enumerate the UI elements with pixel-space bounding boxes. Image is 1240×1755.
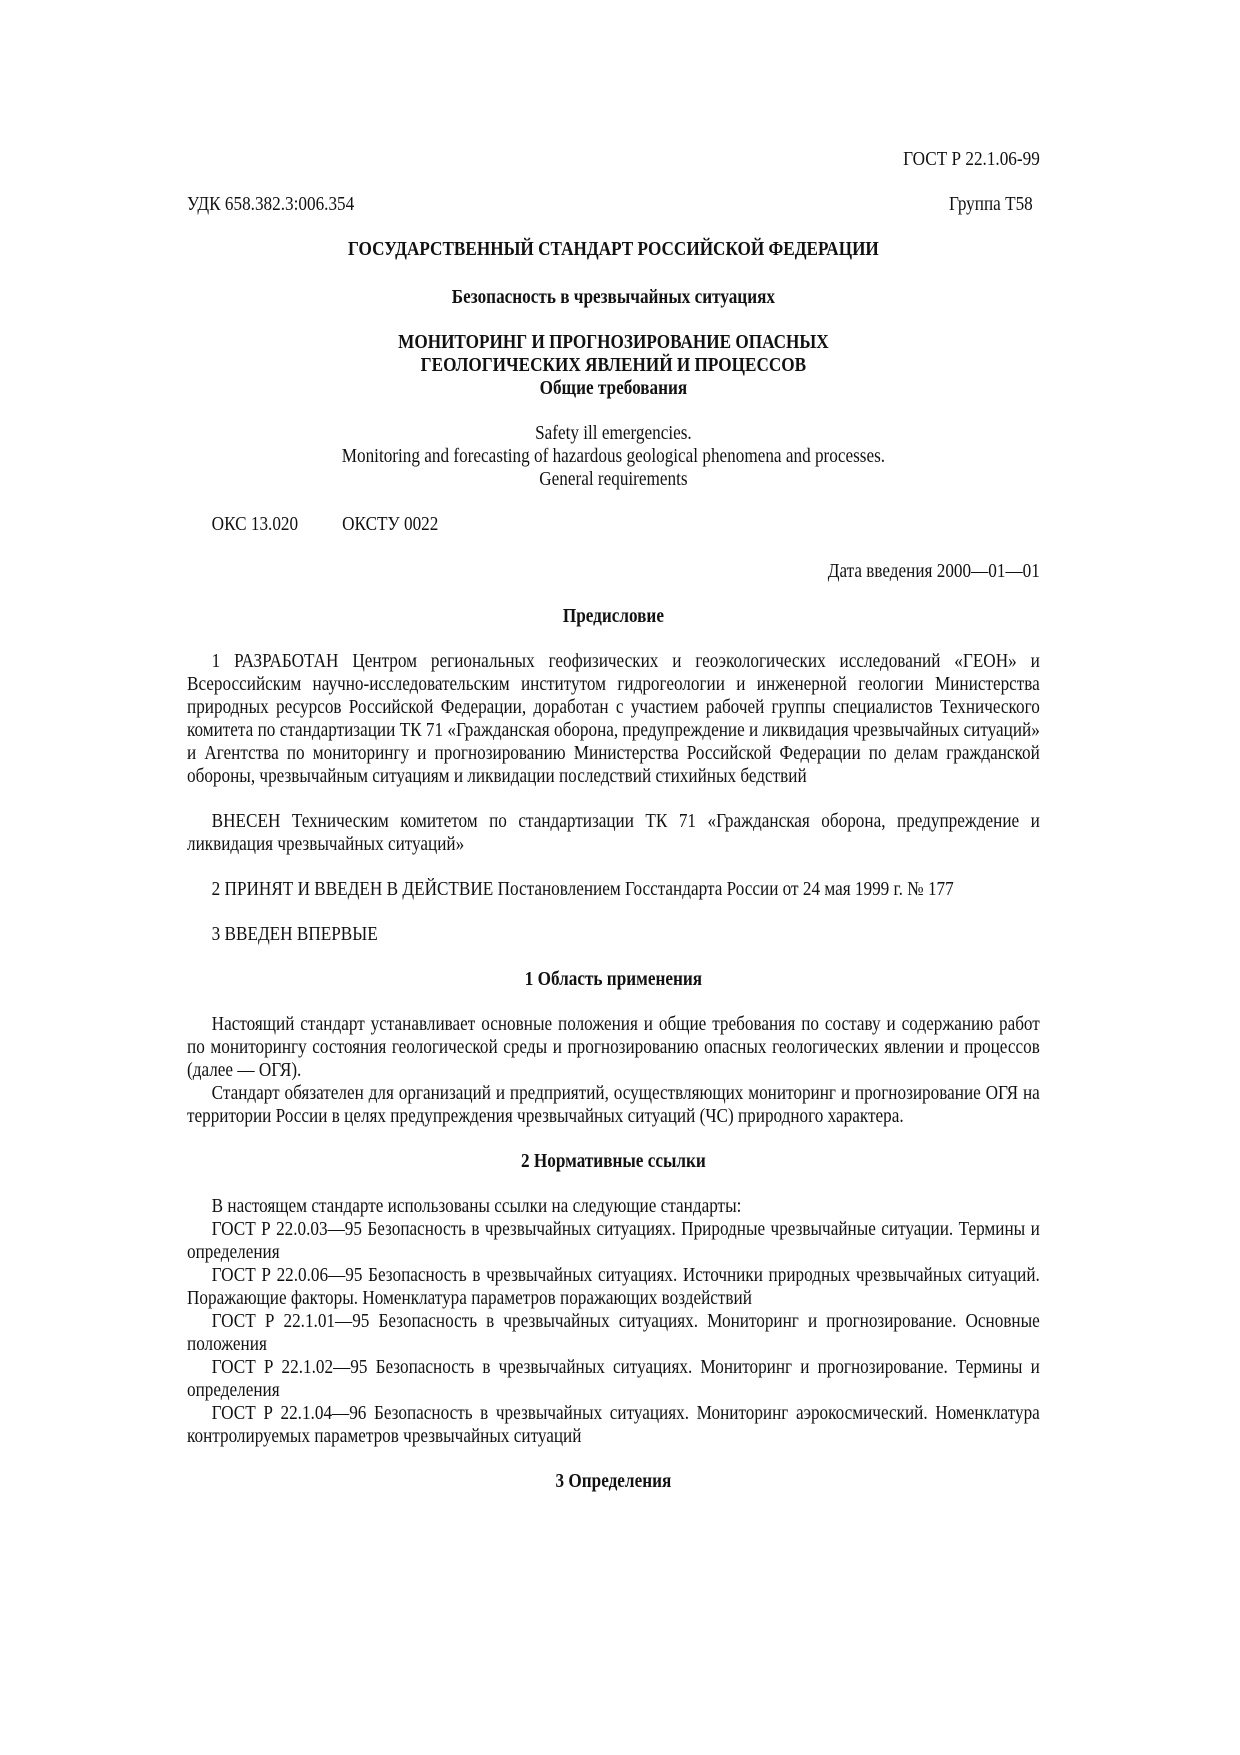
section-3-heading: 3 Определения	[555, 1471, 672, 1492]
group-code: Группа Т58	[948, 194, 1033, 215]
section-2-heading: 2 Нормативные ссылки	[520, 1151, 706, 1172]
main-title-line-2: ГЕОЛОГИЧЕСКИХ ЯВЛЕНИЙ И ПРОЦЕССОВ	[420, 355, 807, 376]
reference-item: ГОСТ Р 22.1.04—96 Безопасность в чрезвычайных ситуациях. Мониторинг аэрокосмический. Номенклатура контролируемых параметров чрезвычайных ситуаций	[187, 1403, 1040, 1447]
reference-item: ГОСТ Р 22.0.03—95 Безопасность в чрезвычайных ситуациях. Природные чрезвычайные ситуации. Термины и определения	[187, 1219, 1040, 1263]
reference-item: ГОСТ Р 22.1.02—95 Безопасность в чрезвычайных ситуациях. Мониторинг и прогнозирование. Термины и определения	[187, 1357, 1040, 1401]
subtitle: Общие требования	[539, 378, 688, 399]
reference-item: ГОСТ Р 22.1.01—95 Безопасность в чрезвычайных ситуациях. Мониторинг и прогнозирование. Основные положения	[187, 1311, 1040, 1355]
main-title-line-1: МОНИТОРИНГ И ПРОГНОЗИРОВАНИЕ ОПАСНЫХ	[398, 332, 829, 353]
classification-codes	[187, 513, 1040, 536]
udk-code: УДК 658.382.3:006.354	[187, 194, 355, 215]
foreword-heading: Предисловие	[562, 606, 664, 627]
section-1-paragraph: Стандарт обязателен для организаций и предприятий, осуществляющих мониторинг и прогнозирование ОГЯ на территории России в целях предупреждения чрезвычайных ситуаций (ЧС) природного характера.	[187, 1083, 1040, 1127]
section-1-paragraph: Настоящий стандарт устанавливает основные положения и общие требования по составу и содержанию работ по мониторингу состояния геологической среды и прогнозированию опасных геологических явлении и процессов (далее — ОГЯ).	[187, 1014, 1040, 1081]
foreword-paragraph: 1 РАЗРАБОТАН Центром региональных геофизических и геоэкологических исследований «ГЕОН» и Всероссийским научно-исследовательским институтом гидрогеологии и инженерной геологии Министерства природных ресурсов Российской Федерации, доработан с участием рабочей группы специалистов Технического комитета по стандартизации ТК 71 «Гражданская оборона, предупреждение и ликвидация чрезвычайных ситуаций» и Агентства по мониторингу и прогнозированию Министерства Российской Федерации по делам гражданской обороны, чрезвычайным ситуациям и ликвидации последствий стихийных бедствий	[187, 651, 1040, 787]
foreword-paragraph: 2 ПРИНЯТ И ВВЕДЕН В ДЕЙСТВИЕ Постановлением Госстандарта России от 24 мая 1999 г. № 177	[211, 879, 954, 900]
state-standard-heading: ГОСУДАРСТВЕННЫЙ СТАНДАРТ РОССИЙСКОЙ ФЕДЕРАЦИИ	[348, 239, 879, 260]
english-title-1: Safety ill emergencies.	[535, 423, 692, 444]
section-1-heading: 1 Область применения	[524, 969, 703, 990]
foreword-paragraph: ВНЕСЕН Техническим комитетом по стандартизации ТК 71 «Гражданская оборона, предупреждение и ликвидация чрезвычайных ситуаций»	[187, 811, 1040, 855]
english-title-2: Monitoring and forecasting of hazardous geological phenomena and processes.	[341, 446, 886, 467]
series-title: Безопасность в чрезвычайных ситуациях	[451, 287, 775, 308]
gost-number: ГОСТ Р 22.1.06-99	[903, 149, 1040, 170]
reference-item: ГОСТ Р 22.0.06—95 Безопасность в чрезвычайных ситуациях. Источники природных чрезвычайных ситуаций. Поражающие факторы. Номенклатура параметров поражающих воздействий	[187, 1265, 1040, 1309]
introduction-date: Дата введения 2000—01—01	[827, 561, 1040, 582]
document-page	[187, 148, 1040, 1493]
english-title-3: General requirements	[539, 469, 688, 490]
reference-item: В настоящем стандарте использованы ссылки на следующие стандарты:	[211, 1196, 742, 1217]
okstu-code: ОКСТУ 0022	[342, 514, 439, 535]
foreword-paragraph: 3 ВВЕДЕН ВПЕРВЫЕ	[211, 924, 378, 945]
oks-code: ОКС 13.020	[211, 514, 299, 535]
